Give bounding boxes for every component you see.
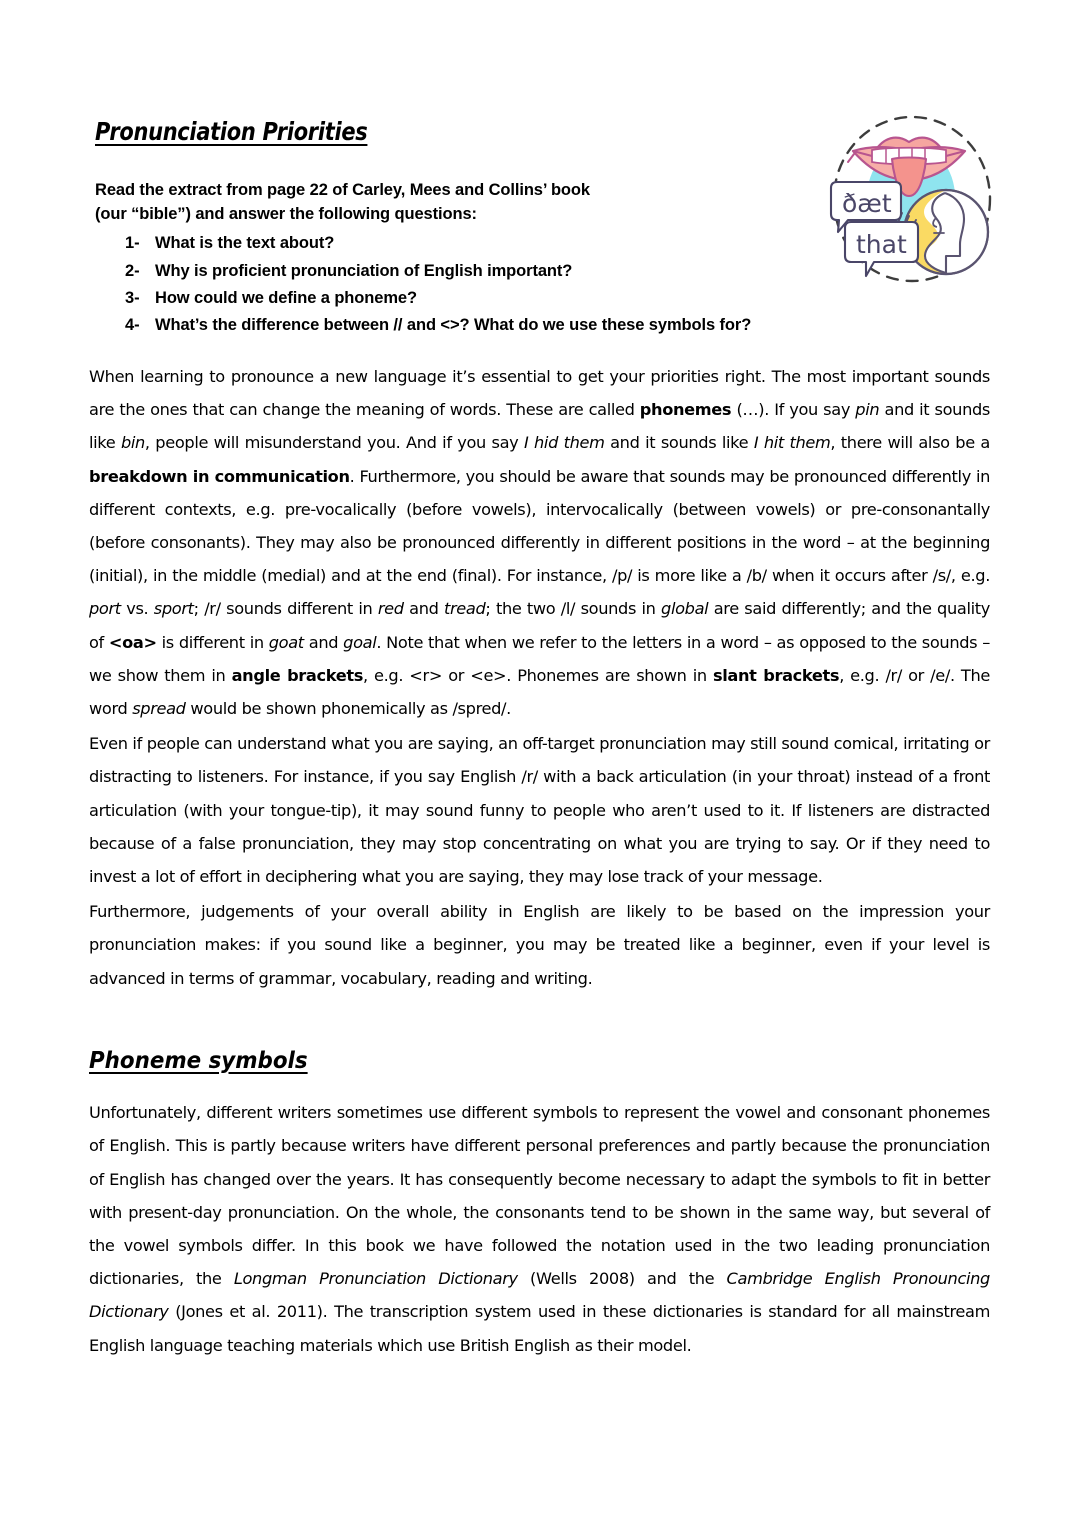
- illustration-svg: [812, 104, 1008, 294]
- list-item: [125, 230, 795, 257]
- question-number: 1-: [125, 234, 140, 253]
- paragraph-1: When learning to pronounce a new language it’s essential to get your priorities right. The most important sounds are the ones that can change the meaning of words. These are called phonemes (…). If you say pin and it sounds like bin, people will misunderstand you. And if you say I hid them and it sounds like I hit them, there will also be a breakdown in communication. Furthermore, you should be aware that sounds may be pronounced differently in different contexts, e.g. pre-vocalically (before vowels), intervocalically (between vowels) or pre-consonantally (before consonants). They may also be pronounced differently in different positions in the word – at the beginning (initial), in the middle (medial) and at the end (final). For instance, /p/ is more like a /b/ when it occurs after /s/, e.g. port vs. sport; /r/ sounds different in red and tread; the two /l/ sounds in global are said differently; and the quality of <oa> is different in goat and goal. Note that when we refer to the letters in a word – as opposed to the sounds – we show them in angle brackets, e.g. <r> or <e>. Phonemes are shown in slant brackets, e.g. /r/ or /e/. The word spread would be shown phonemically as /spred/.: [89, 367, 991, 719]
- instructions-block: [95, 178, 795, 227]
- question-text: What is the text about?: [155, 234, 335, 253]
- list-item: [125, 258, 795, 285]
- section-title: Phoneme symbols: [89, 1047, 308, 1074]
- question-text: What’s the difference between // and <>? What do we use these symbols for?: [155, 316, 752, 335]
- question-number: 3-: [125, 289, 140, 308]
- question-number: 4-: [125, 316, 140, 335]
- header-zone: [95, 118, 795, 340]
- bubble-phonemic-text: ðæt: [842, 189, 892, 218]
- paragraph-2: Even if people can understand what you are saying, an off-target pronunciation may still sound comical, irritating or distracting to listeners. For instance, if you say English /r/ with a back articulation (in your throat) instead of a front articulation (with your tongue-tip), it may sound funny to people who aren’t used to it. If listeners are distracted because of a false pronunciation, they may stop concentrating on what you are trying to say. Or if they need to invest a lot of effort in deciphering what you are saying, they may lose track of your message.: [89, 734, 990, 887]
- paragraph-3: Furthermore, judgements of your overall ability in English are likely to be based on the impression your pronunciation makes: if you sound like a beginner, you may be treated like a beginner, even if your level is advanced in terms of grammar, vocabulary, reading and writing.: [89, 902, 990, 988]
- bubble-orthographic-text: that: [856, 230, 907, 259]
- pronunciation-illustration: [812, 104, 1008, 294]
- question-text: Why is proficient pronunciation of English important?: [155, 261, 573, 280]
- question-text: How could we define a phoneme?: [155, 289, 417, 308]
- list-item: [125, 285, 795, 312]
- page-title: Pronunciation Priorities: [95, 117, 368, 146]
- list-item: [125, 312, 795, 339]
- instructions-line-1: Read the extract from page 22 of Carley, Mees and Collins’ book: [95, 180, 590, 199]
- question-number: 2-: [125, 261, 140, 280]
- instructions-line-2: (our “bible”) and answer the following questions:: [95, 204, 477, 223]
- body-content: [89, 360, 990, 1362]
- speech-bubble-orthographic: [845, 222, 918, 276]
- paragraph-4: Unfortunately, different writers sometimes use different symbols to represent the vowel and consonant phonemes of English. This is partly because writers have different personal preferences and partly because the pronunciation of English has changed over the years. It has consequently become necessary to adapt the symbols to fit in better with present-day pronunciation. On the whole, the consonants tend to be shown in the same way, but several of the vowel symbols differ. In this book we have followed the notation used in the two leading pronunciation dictionaries, the Longman Pronunciation Dictionary (Wells 2008) and the Cambridge English Pronouncing Dictionary (Jones et al. 2011). The transcription system used in these dictionaries is standard for all mainstream English language teaching materials which use British English as their model.: [89, 1103, 990, 1355]
- question-list: [95, 230, 795, 340]
